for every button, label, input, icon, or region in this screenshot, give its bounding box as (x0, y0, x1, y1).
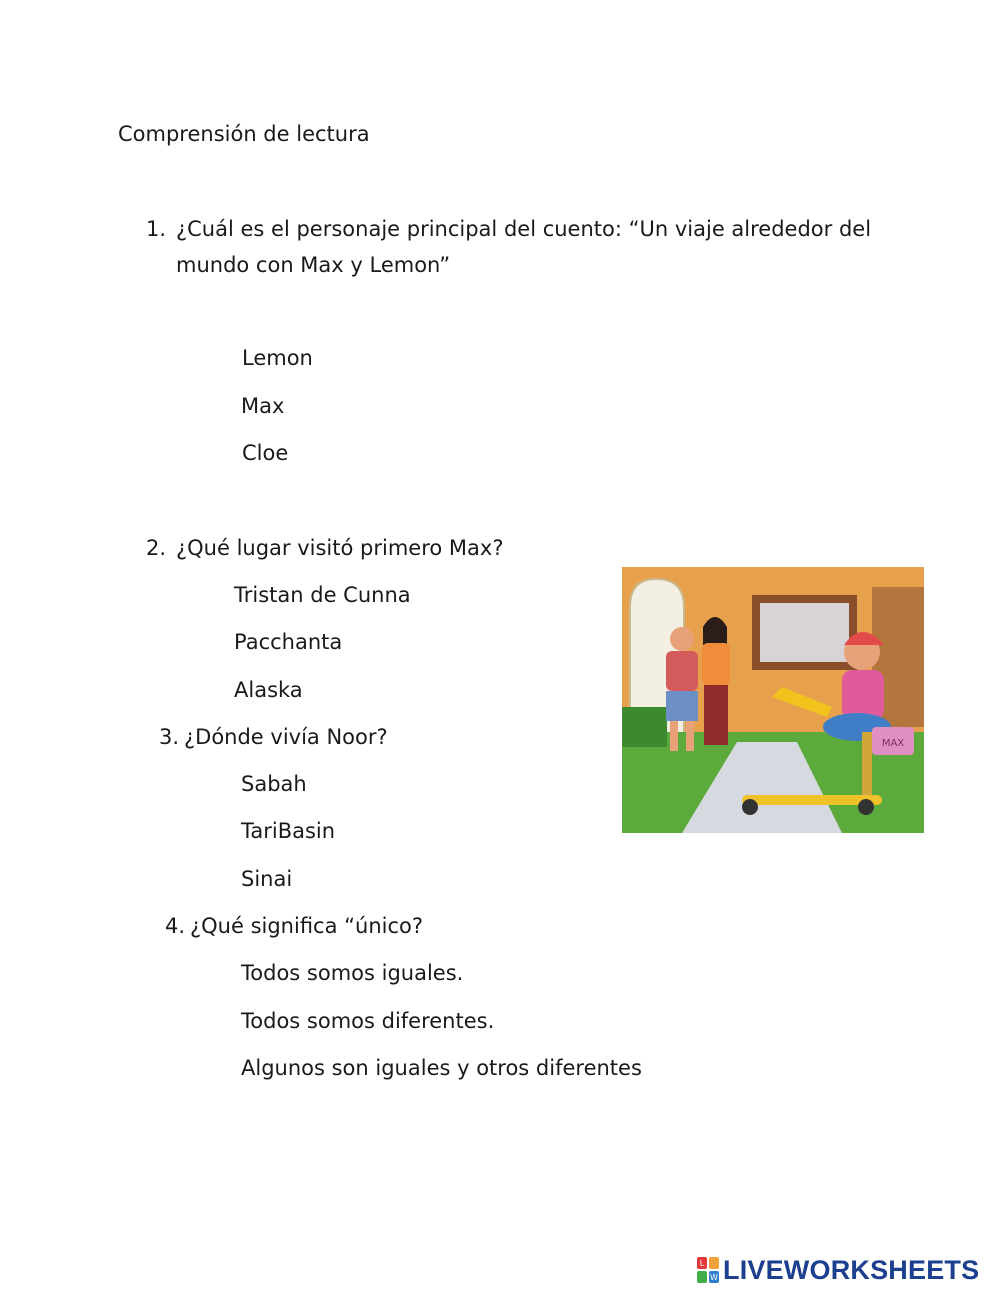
question-4-text: ¿Qué significa “único? (190, 914, 424, 938)
window-glass (760, 603, 849, 662)
woman-pants (704, 685, 728, 745)
svg-text:L: L (699, 1259, 705, 1268)
question-4-option-algunos[interactable]: Algunos son iguales y otros diferentes (241, 1056, 642, 1080)
question-1-option-lemon[interactable]: Lemon (242, 346, 313, 370)
question-2-option-pacchanta[interactable]: Pacchanta (234, 630, 343, 654)
girl-dress (842, 670, 884, 720)
question-2-option-alaska[interactable]: Alaska (234, 678, 303, 702)
question-2-option-tristan[interactable]: Tristan de Cunna (234, 583, 411, 607)
liveworksheets-icon (697, 1257, 719, 1283)
question-1-number: 1. (146, 217, 167, 241)
question-2-number: 2. (146, 536, 167, 560)
man-head (670, 627, 694, 651)
question-3-text: ¿Dónde vivía Noor? (184, 725, 388, 749)
bush (622, 707, 667, 747)
question-2-text: ¿Qué lugar visitó primero Max? (176, 536, 504, 560)
man-shirt (666, 651, 698, 691)
question-1-option-cloe[interactable]: Cloe (242, 441, 289, 465)
question-3-option-sinai[interactable]: Sinai (241, 867, 293, 891)
question-3-number: 3. (159, 725, 180, 749)
question-1-option-max[interactable]: Max (241, 394, 285, 418)
question-4-number: 4. (165, 914, 186, 938)
basket-label: MAX (881, 738, 905, 749)
scooter-wheel-front (742, 799, 758, 815)
question-4-option-iguales[interactable]: Todos somos iguales. (241, 961, 464, 985)
question-1-text-line-2: mundo con Max y Lemon” (176, 253, 451, 277)
question-3-option-sabah[interactable]: Sabah (241, 772, 307, 796)
question-3-option-taribasin[interactable]: TariBasin (241, 819, 336, 843)
question-4-option-diferentes[interactable]: Todos somos diferentes. (241, 1009, 495, 1033)
scooter-stem (862, 732, 872, 802)
scooter-wheel-back (858, 799, 874, 815)
liveworksheets-logo[interactable] (697, 1254, 979, 1286)
page-title: Comprensión de lectura (118, 122, 370, 146)
question-1-text-line-1: ¿Cuál es el personaje principal del cuento: “Un viaje alrededor del (176, 217, 872, 241)
liveworksheets-text: LIVEWORKSHEETS (723, 1254, 980, 1285)
woman-shirt (702, 643, 730, 685)
story-illustration (622, 567, 924, 833)
svg-text:W: W (710, 1273, 718, 1282)
man-shorts (666, 691, 698, 721)
